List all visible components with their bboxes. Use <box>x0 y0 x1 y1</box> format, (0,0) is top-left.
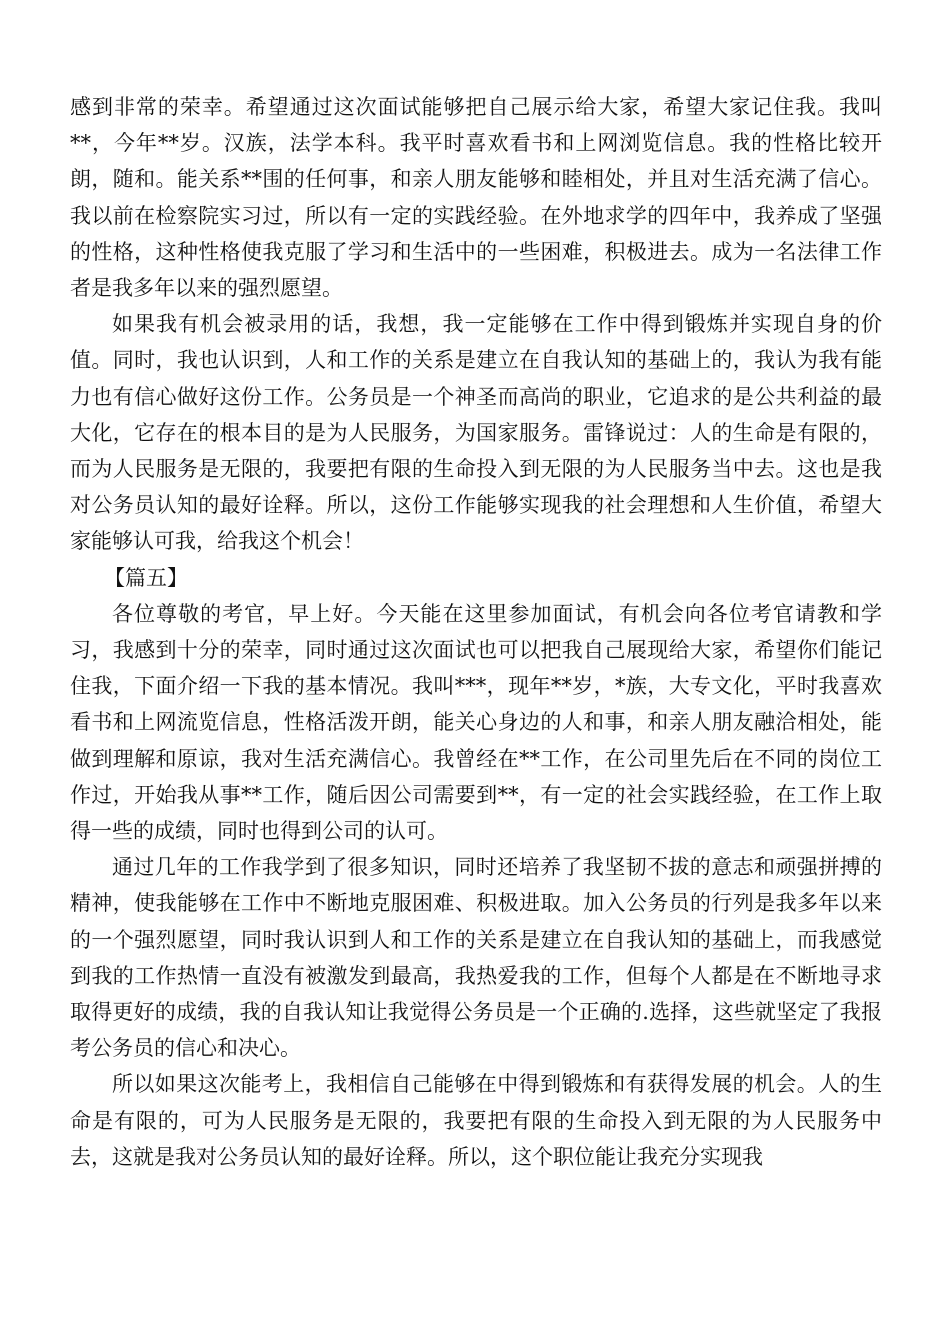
document-page <box>70 89 882 1175</box>
section-heading: 【篇五】 <box>104 565 188 590</box>
paragraph-3: 各位尊敬的考官，早上好。今天能在这里参加面试，有机会向各位考官请教和学习，我感到十分的荣幸，同时通过这次面试也可以把我自己展现给大家，希望你们能记住我，下面介绍一下我的基本情况。我叫***，现年**岁，*族，大专文化，平时我喜欢看书和上网流览信息，性格活泼开朗，能关心身边的人和事，和亲人朋友融洽相处，能做到理解和原谅，我对生活充满信心。我曾经在**工作，在公司里先后在不同的岗位工作过，开始我从事**工作，随后因公司需要到**，有一定的社会实践经验，在工作上取得一些的成绩，同时也得到公司的认可。 <box>70 601 882 844</box>
paragraph-4: 通过几年的工作我学到了很多知识，同时还培养了我坚韧不拔的意志和顽强拼搏的精神，使我能够在工作中不断地克服困难、积极进取。加入公务员的行列是我多年以来的一个强烈愿望，同时我认识到人和工作的关系是建立在自我认知的基础上，而我感觉到我的工作热情一直没有被激发到最高，我热爱我的工作，但每个人都是在不断地寻求取得更好的成绩，我的自我认知让我觉得公务员是一个正确的.选择，这些就坚定了我报考公务员的信心和决心。 <box>70 855 882 1061</box>
paragraph-1: 感到非常的荣幸。希望通过这次面试能够把自己展示给大家，希望大家记住我。我叫**，今年**岁。汉族，法学本科。我平时喜欢看书和上网浏览信息。我的性格比较开朗，随和。能关系**围的任何事，和亲人朋友能够和睦相处，并且对生活充满了信心。我以前在检察院实习过，所以有一定的实践经验。在外地求学的四年中，我养成了坚强的性格，这种性格使我克服了学习和生活中的一些困难，积极进去。成为一名法律工作者是我多年以来的强烈愿望。 <box>70 95 882 301</box>
paragraph-2: 如果我有机会被录用的话，我想，我一定能够在工作中得到锻炼并实现自身的价值。同时，我也认识到，人和工作的关系是建立在自我认知的基础上的，我认为我有能力也有信心做好这份工作。公务员是一个神圣而高尚的职业，它追求的是公共利益的最大化，它存在的根本目的是为人民服务，为国家服务。雷锋说过：人的生命是有限的，而为人民服务是无限的，我要把有限的生命投入到无限的为人民服务当中去。这也是我对公务员认知的最好诠释。所以，这份工作能够实现我的社会理想和人生价值，希望大家能够认可我，给我这个机会！ <box>70 312 882 554</box>
paragraph-5: 所以如果这次能考上，我相信自己能够在中得到锻炼和有获得发展的机会。人的生命是有限的，可为人民服务是无限的，我要把有限的生命投入到无限的为人民服务中去，这就是我对公务员认知的最好诠释。所以，这个职位能让我充分实现我 <box>70 1072 882 1169</box>
